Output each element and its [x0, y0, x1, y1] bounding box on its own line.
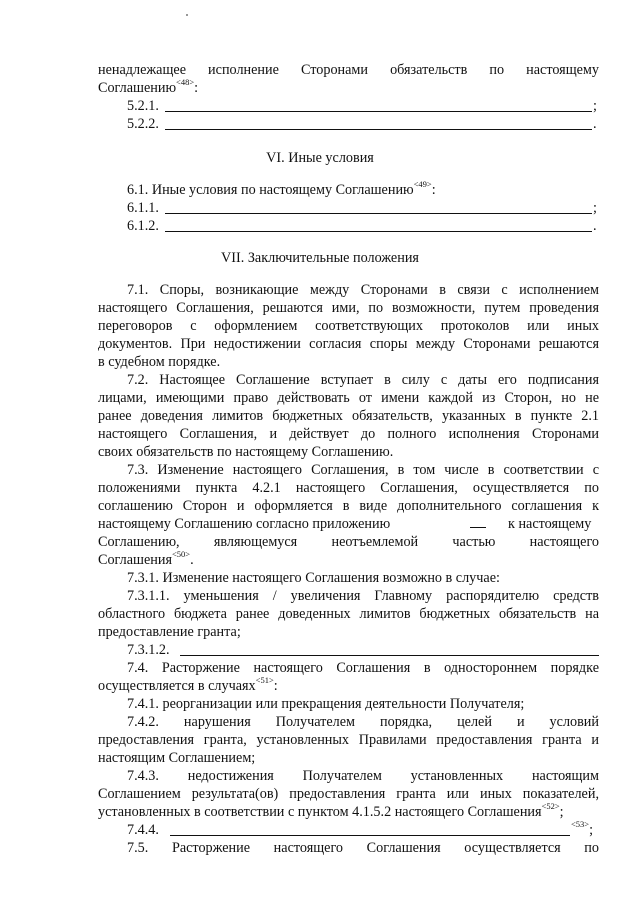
- text-line: Соглашением результата(ов) предоставления гранта или иных показателей,: [98, 786, 599, 802]
- blank-line: [165, 129, 592, 130]
- clause-7-3-1-2: 7.3.1.2.: [127, 642, 170, 658]
- footnote-ref: <48>: [176, 77, 195, 87]
- text-line: 7.3. Изменение настоящего Соглашения, в том числе в соответствии с: [127, 462, 599, 478]
- footnote-ref: <50>: [171, 549, 191, 559]
- text-line: настоящего Соглашения, и действует до полного исполнения Сторонами: [98, 426, 599, 442]
- text-line: настоящего Соглашения, решаются ими, по возможности, путем проведения: [98, 300, 599, 316]
- text-line: предоставления гранта, установленных Правилами предоставления гранта и: [98, 732, 599, 748]
- text-line: Соглашению$^{<48>}$:: [98, 77, 199, 96]
- text-line: 7.1. Споры, возникающие между Сторонами в связи с исполнением: [127, 282, 599, 298]
- text-line: предоставление гранта;: [98, 624, 241, 640]
- section-title: VII. Заключительные положения: [221, 250, 419, 266]
- text-line: установленных в соответствии с пунктом 4.1.5.2 настоящего Соглашения$^{<52>}$;: [98, 801, 564, 820]
- blank-line: [165, 231, 592, 232]
- punct: ;: [593, 200, 597, 216]
- text-line: 7.5. Расторжение настоящего Соглашения осуществляется по: [127, 840, 599, 856]
- text-line: $^{<53>}$;: [571, 819, 594, 838]
- footnote-ref: <51>: [255, 675, 274, 685]
- text-line: 7.4.2. нарушения Получателем порядка, целей и условий: [127, 714, 599, 730]
- blank-line: [165, 111, 592, 112]
- scan-speck: [186, 14, 188, 16]
- text-line: Соглашению, являющемуся неотъемлемой частью настоящего: [98, 534, 599, 550]
- footnote-ref: <49>: [413, 179, 432, 189]
- punct: .: [593, 218, 597, 234]
- footnote-ref: <53>: [571, 819, 590, 829]
- clause-7-4-4: 7.4.4.: [127, 822, 159, 838]
- text-line: настоящему Соглашению согласно приложению: [98, 516, 391, 532]
- footnote-ref: <52>: [541, 801, 560, 811]
- blank-line: [170, 835, 570, 836]
- text-line: 7.3.1. Изменение настоящего Соглашения возможно в случае:: [127, 570, 500, 586]
- text-line: переговоров с оформлением соответствующих протоколов или иных: [98, 318, 599, 334]
- text-line: к настоящему: [508, 516, 592, 532]
- text-line: своих обязательств по настоящему Соглашению.: [98, 444, 394, 460]
- blank-line: [180, 655, 599, 656]
- text-line: 7.4. Расторжение настоящего Соглашения в одностороннем порядке: [127, 660, 599, 676]
- punct: ;: [593, 98, 597, 114]
- text-line: положениями пункта 4.2.1 настоящего Соглашения, осуществляется по: [98, 480, 599, 496]
- text-line: лицами, имеющими право действовать от имени каждой из Сторон, но не: [98, 390, 599, 406]
- text-line: осуществляется в случаях$^{<51>}$:: [98, 675, 278, 694]
- text-line: 7.4.3. недостижения Получателем установленных настоящим: [127, 768, 599, 784]
- section-title: VI. Иные условия: [266, 150, 374, 166]
- text-line: документов. При недостижении согласия споры между Сторонами решаются: [98, 336, 599, 352]
- clause-6-1-1: 6.1.1.: [127, 200, 159, 216]
- text-line: настоящим Соглашением;: [98, 750, 256, 766]
- punct: .: [593, 116, 597, 132]
- blank-line: [165, 213, 592, 214]
- text-line: ранее доведения лимитов бюджетных обязательств, указанных в пункте 2.1: [98, 408, 599, 424]
- blank-line: [470, 527, 486, 528]
- clause-6-1-2: 6.1.2.: [127, 218, 159, 234]
- text-line: областного бюджета ранее доведенных лимитов бюджетных обязательств на: [98, 606, 599, 622]
- clause-6-1: 6.1. Иные условия по настоящему Соглашению$^{<49>}$:: [127, 179, 436, 198]
- clause-5-2-2: 5.2.2.: [127, 116, 159, 132]
- clause-5-2-1: 5.2.1.: [127, 98, 159, 114]
- text-line: соглашению Сторон и оформляется в виде дополнительного соглашения к: [98, 498, 599, 514]
- text-line: 7.3.1.1. уменьшения / увеличения Главному распорядителю средств: [127, 588, 599, 604]
- text-line: Соглашения$^{<50>}$.: [98, 549, 194, 568]
- text-line: ненадлежащее исполнение Сторонами обязательств по настоящему: [98, 62, 599, 78]
- text-line: 7.4.1. реорганизации или прекращения деятельности Получателя;: [127, 696, 525, 712]
- text-line: 7.2. Настоящее Соглашение вступает в силу с даты его подписания: [127, 372, 599, 388]
- text-line: в судебном порядке.: [98, 354, 221, 370]
